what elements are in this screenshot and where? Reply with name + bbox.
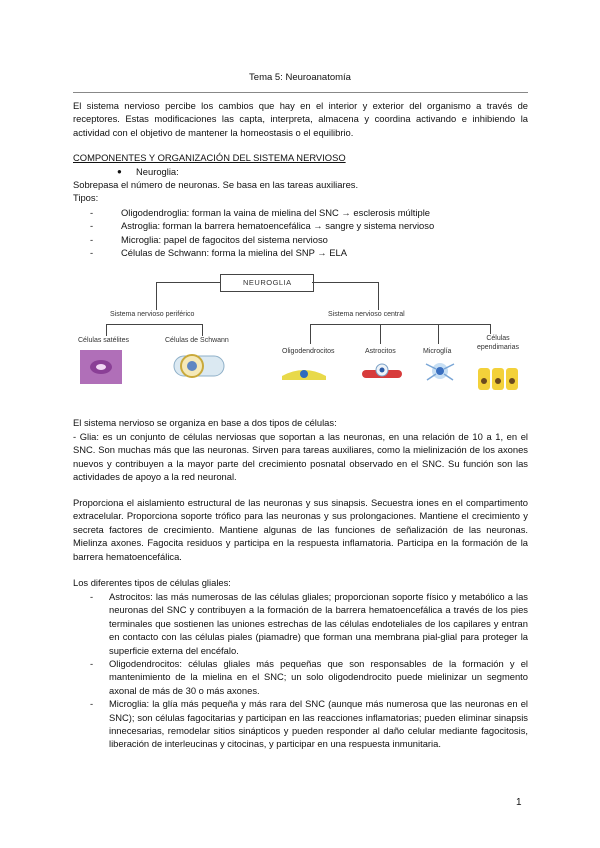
connector <box>202 324 203 336</box>
connector <box>438 324 439 344</box>
schwann-cell-image <box>168 348 232 384</box>
neuroglia-diagram <box>70 270 530 400</box>
connector <box>378 282 379 310</box>
list-item: - Oligodendroglia: forman la vaina de mielina del SNC → esclerosis múltiple <box>90 207 430 218</box>
bullet-dot-icon: ● <box>117 167 122 176</box>
title-divider <box>73 92 528 93</box>
ependymal-cell-image <box>476 364 520 392</box>
connector <box>310 324 490 325</box>
list-item: - Células de Schwann: forma la mielina del SNP → ELA <box>90 247 347 259</box>
list-item: - Astroglia: forman la barrera hematoencefálica → sangre y sistema nervioso <box>90 220 435 232</box>
gliales-list <box>73 590 528 751</box>
leaf-label: Oligodendrocitos <box>282 348 335 355</box>
microglia-image <box>422 358 458 384</box>
astrocyte-image <box>360 360 404 384</box>
connector <box>312 282 378 283</box>
leaf-label: Células ependimarias <box>476 335 520 351</box>
tipos-gliales-intro: Los diferentes tipos de células gliales: <box>73 577 231 588</box>
connector <box>490 324 491 334</box>
connector <box>380 324 381 344</box>
diagram-branch-pns: Sistema nervioso periférico <box>110 311 195 318</box>
list-item: - Oligodendrocitos: células gliales más pequeñas que son responsables de la formación y el mantenimiento de la mielina en el SNC; un solo oligodendrocito puede mielinizar un segmento axonal de más de 30 o más axones. <box>90 658 528 696</box>
list-item: - Microglia: papel de fagocitos del sistema nervioso <box>90 233 328 245</box>
list-item: - Astrocitos: las más numerosas de las células gliales; proporcionan soporte físico y metabólico a las neuronas del SNC y contribuyen a la formación de la barrera hematoencefálica a través de los pies terminales que sostienen las uniones estrechas de las células endoteliales de los capilares y entran en contacto con las células piales (piamadre) que forman una membrana pial-glial para proteger la superficie externa del encéfalo. <box>90 591 528 656</box>
neuroglia-bullet: Neuroglia: <box>136 166 179 177</box>
page-title: Tema 5: Neuroanatomía <box>249 72 351 83</box>
leaf-label: Células de Schwann <box>165 337 229 344</box>
connector <box>156 282 157 310</box>
diagram-root-label: NEUROGLIA <box>243 278 292 287</box>
sobrepasa-text: Sobrepasa el número de neuronas. Se basa en las tareas auxiliares. <box>73 179 359 190</box>
satellite-cell-image <box>80 350 122 384</box>
connector <box>156 282 220 283</box>
page-number: 1 <box>516 797 522 808</box>
leaf-label: Microglía <box>423 348 452 355</box>
connector <box>106 324 202 325</box>
tipos-label: Tipos: <box>73 192 99 203</box>
glia-paragraph: - Glia: es un conjunto de células nerviosas que soportan a las neuronas, en una relación de 10 a 1, en el SNC. Son muchas más que las neuronas. Sirven para tareas auxiliares, como la mielinización de los axones nuevos y contribuyen a la mayor parte del crecimiento posnatal observado en el SNC. Su función son las actividades de apoyo a la red neuronal. <box>73 431 528 483</box>
leaf-label: Astrocitos <box>365 348 396 355</box>
oligodendrocyte-image <box>280 362 328 384</box>
leaf-label: Células satélites <box>78 337 129 344</box>
connector <box>310 324 311 344</box>
organiza-intro: El sistema nervioso se organiza en base a dos tipos de células: <box>73 417 337 428</box>
tipos-list <box>73 206 528 260</box>
section-heading: COMPONENTES Y ORGANIZACIÓN DEL SISTEMA NERVIOSO <box>73 152 346 163</box>
diagram-branch-cns: Sistema nervioso central <box>328 311 405 318</box>
list-item: - Microglia: la glía más pequeña y más rara del SNC (aunque más numerosa que las neuronas en el SNC); son células fagocitarias y participan en las reacciones inflamatorias; pueden eliminar sinapsis innecesarias, remodelar sitios sinápticos y pueden responder al daño celular mediante fagocitosis, liberación de interleucinas y citocinas, y participar en una respuesta inmunitaria. <box>90 698 528 750</box>
proporciona-paragraph: Proporciona el aislamiento estructural de las neuronas y sus sinapsis. Secuestra iones en el compartimento extracelular. Proporciona soporte trófico para las neuronas y sus prolongaciones. Mantiene el crecimiento y secreta factores de crecimiento. Mantiene algunas de las funciones de señalización de las neuronas. Mielinza axones. Fagocita residuos y participa en la respuesta inflamatoria. Participa en la formación de la barrera hematoencefálica. <box>73 497 528 562</box>
connector <box>106 324 107 336</box>
intro-paragraph: El sistema nervioso percibe los cambios que hay en el interior y exterior del organismo a través de receptores. Estas modificaciones las capta, interpreta, almacena y coordina activando e inhibiendo la actividad con el objetivo de mantener la homeostasis o el equilibrio. <box>73 100 528 138</box>
